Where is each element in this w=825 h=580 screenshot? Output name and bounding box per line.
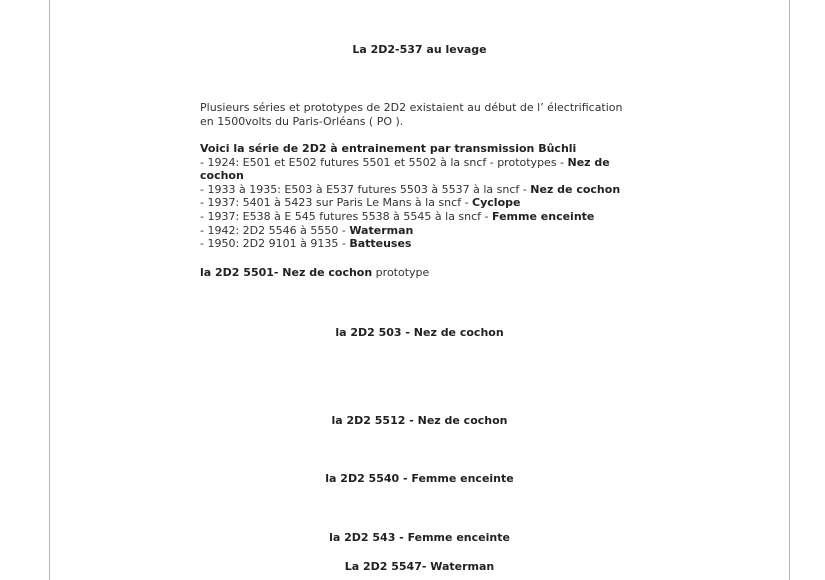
series-list bbox=[200, 142, 630, 251]
intro-paragraph bbox=[200, 101, 630, 128]
series-item: - 1950: 2D2 9101 à 9135 - Batteuses bbox=[200, 237, 412, 251]
prototype-line: la 2D2 5501- Nez de cochon prototype bbox=[200, 266, 430, 279]
caption-2d2-5540: la 2D2 5540 - Femme enceinte bbox=[325, 472, 514, 485]
caption-2d2-5512: la 2D2 5512 - Nez de cochon bbox=[331, 414, 508, 427]
series-item: - 1924: E501 et E502 futures 5501 et 5502 à la sncf - prototypes - Nez de cochon bbox=[200, 155, 610, 183]
caption-2d2-537-levage: La 2D2-537 au levage bbox=[352, 43, 487, 56]
series-heading: Voici la série de 2D2 à entrainement par transmission Bûchli bbox=[200, 142, 577, 155]
series-item: - 1937: 5401 à 5423 sur Paris Le Mans à la sncf - Cyclope bbox=[200, 196, 521, 210]
page-content bbox=[49, 0, 790, 580]
intro-line-2: en 1500volts du Paris-Orléans ( PO ). bbox=[200, 114, 404, 128]
caption-2d2-5547: La 2D2 5547- Waterman bbox=[344, 560, 495, 573]
caption-2d2-503: la 2D2 503 - Nez de cochon bbox=[335, 326, 504, 339]
series-item: - 1933 à 1935: E503 à E537 futures 5503 à 5537 à la sncf - Nez de cochon bbox=[200, 182, 621, 196]
series-item: - 1937: E538 à E 545 futures 5538 à 5545 à la sncf - Femme enceinte bbox=[200, 209, 595, 223]
intro-line-1: Plusieurs séries et prototypes de 2D2 existaient au début de l’ électrification bbox=[200, 101, 623, 114]
series-item: - 1942: 2D2 5546 à 5550 - Waterman bbox=[200, 223, 414, 237]
caption-2d2-543: la 2D2 543 - Femme enceinte bbox=[329, 531, 510, 544]
